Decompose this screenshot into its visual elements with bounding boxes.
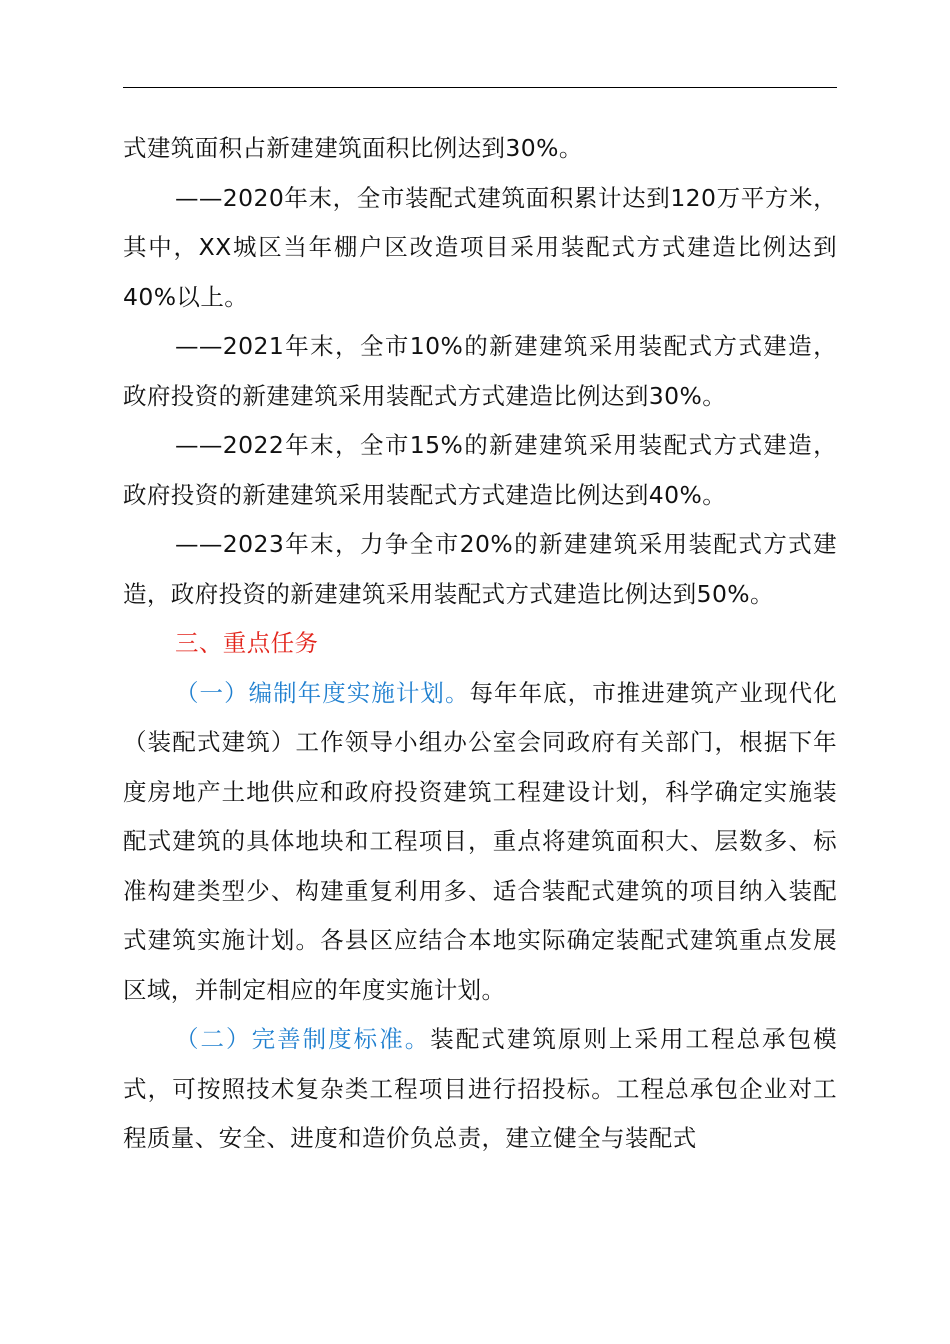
paragraph-2023-target: ——2023年末，力争全市20%的新建建筑采用装配式方式建造，政府投资的新建建筑采用装配式方式建造比例达到50%。 [123,530,837,608]
paragraph-annual-plan [123,669,837,1016]
paragraph-continuation: 式建筑面积占新建建筑面积比例达到30%。 [123,134,583,162]
header-rule [123,87,837,88]
annual-plan-body: 每年年底，市推进建筑产业现代化（装配式建筑）工作领导小组办公室会同政府有关部门，根据下年度房地产土地供应和政府投资建筑工程建设计划，科学确定实施装配式建筑的具体地块和工程项目，重点将建筑面积大、层数多、标准构建类型少、构建重复利用多、适合装配式建筑的项目纳入装配式建筑实施计划。各县区应结合本地实际确定装配式建筑重点发展区域，并制定相应的年度实施计划。 [123,678,838,1004]
document-body [123,124,837,1164]
paragraph-2020-target: ——2020年末，全市装配式建筑面积累计达到120万平方米，其中，XX城区当年棚户区改造项目采用装配式方式建造比例达到40%以上。 [123,183,837,311]
subheading-annual-plan: （一）编制年度实施计划。 [175,678,470,707]
standards-body: 装配式建筑原则上采用工程总承包模式，可按照技术复杂类工程项目进行招投标。工程总承包企业对工程质量、安全、进度和造价负总责，建立健全与装配式 [123,1025,838,1152]
section-heading-key-tasks: 三、重点任务 [175,629,319,657]
paragraph-standards [123,1015,837,1164]
paragraph-2022-target: ——2022年末，全市15%的新建建筑采用装配式方式建造，政府投资的新建建筑采用装配式方式建造比例达到40%。 [123,431,837,509]
subheading-standards: （二）完善制度标准。 [175,1025,431,1053]
paragraph-2021-target: ——2021年末，全市10%的新建建筑采用装配式方式建造，政府投资的新建建筑采用装配式方式建造比例达到30%。 [123,332,837,410]
